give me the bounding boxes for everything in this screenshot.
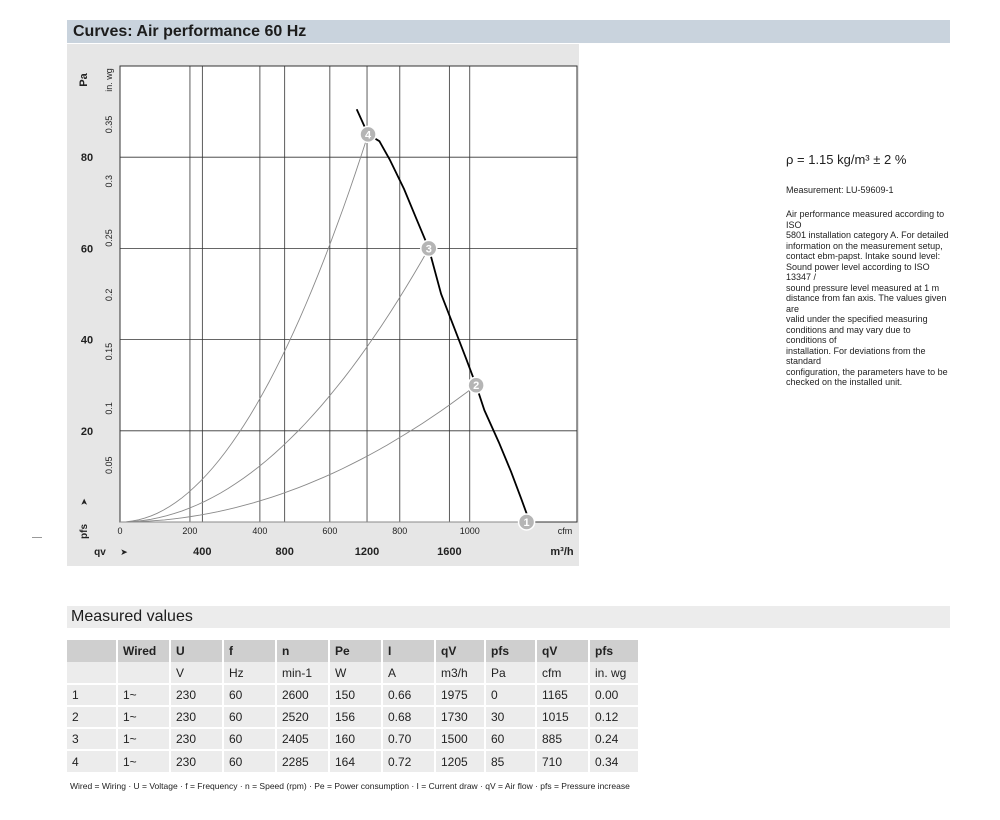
x-tick-label-m3h: 1200 — [354, 546, 380, 558]
cell: 1015 — [536, 706, 589, 728]
measurement-description — [786, 209, 952, 388]
x-axis-arrow: ➤ — [120, 547, 128, 557]
column-header: pfs — [485, 640, 536, 662]
cell: 2520 — [276, 706, 329, 728]
table-row — [67, 706, 639, 728]
cell: 0.12 — [589, 706, 639, 728]
measured-values-table — [67, 640, 640, 772]
cell: 710 — [536, 750, 589, 772]
table-row — [67, 684, 639, 706]
description-line: distance from fan axis. The values given are — [786, 293, 947, 314]
y-unit-pa: Pa — [78, 73, 90, 87]
x-tick-label-cfm: 200 — [182, 526, 198, 536]
y-tick-label-pa: 40 — [80, 334, 94, 347]
operating-point-label: 1 — [523, 517, 530, 529]
column-header: pfs — [589, 640, 639, 662]
divider-mark — [32, 537, 42, 538]
y-tick-label-inwg: 0.2 — [104, 288, 114, 302]
description-line: Air performance measured according to ISO — [786, 209, 945, 230]
cell: 156 — [329, 706, 382, 728]
unit-cell: m3/h — [435, 662, 485, 684]
description-line: configuration, the parameters have to be — [786, 366, 948, 377]
description-line: information on the measurement setup, — [786, 240, 943, 251]
x-axis-label: qv — [94, 547, 106, 558]
cell: 164 — [329, 750, 382, 772]
unit-cell — [117, 662, 170, 684]
description-line: Sound power level according to ISO 13347 / — [786, 261, 930, 282]
cell: 0.00 — [589, 684, 639, 706]
description-line: installation. For deviations from the standard — [786, 345, 926, 366]
cell: 1975 — [435, 684, 485, 706]
description-line: checked on the installed unit. — [786, 377, 903, 387]
x-unit-m3h: m³/h — [550, 546, 574, 558]
cell: 0.70 — [382, 728, 435, 750]
y-tick-label-pa: 20 — [80, 425, 94, 438]
cell: 0.68 — [382, 706, 435, 728]
table-units-row — [67, 662, 639, 684]
section-title-curves: Curves: Air performance 60 Hz — [67, 20, 950, 43]
description-line: 5801 installation category A. For detailed — [786, 230, 949, 240]
cell: 0.66 — [382, 684, 435, 706]
y-axis-label: pfs — [79, 524, 90, 539]
cell: 1~ — [117, 706, 170, 728]
column-header: I — [382, 640, 435, 662]
unit-cell: in. wg — [589, 662, 639, 684]
cell: 160 — [329, 728, 382, 750]
y-tick-label-inwg: 0.1 — [104, 402, 114, 415]
unit-cell: cfm — [536, 662, 589, 684]
table-row — [67, 728, 639, 750]
air-density-note: ρ = 1.15 kg/m³ ± 2 % — [786, 152, 907, 167]
cell: 3 — [67, 728, 117, 750]
column-header: Pe — [329, 640, 382, 662]
description-line: valid under the specified measuring — [786, 314, 928, 324]
cell: 0.24 — [589, 728, 639, 750]
y-tick-label-inwg: 0.05 — [104, 456, 114, 474]
column-header — [67, 640, 117, 662]
unit-cell: A — [382, 662, 435, 684]
x-tick-label-m3h: 800 — [275, 546, 294, 558]
description-line: contact ebm-papst. Intake sound level: — [786, 251, 941, 261]
cell: 60 — [223, 750, 276, 772]
cell: 4 — [67, 750, 117, 772]
y-unit-inwg: in. wg — [104, 68, 114, 92]
cell: 2 — [67, 706, 117, 728]
table-row — [67, 750, 639, 772]
table-header-row — [67, 640, 639, 662]
x-tick-label-cfm: 400 — [252, 526, 268, 536]
column-header: U — [170, 640, 223, 662]
y-tick-label-inwg: 0.15 — [104, 342, 114, 361]
y-tick-label-inwg: 0.25 — [104, 229, 114, 247]
cell: 0.34 — [589, 750, 639, 772]
description-line: sound pressure level measured at 1 m — [786, 282, 940, 293]
cell: 1~ — [117, 750, 170, 772]
x-tick-label-cfm: 1000 — [459, 526, 480, 536]
air-performance-chart — [67, 44, 579, 566]
cell: 85 — [485, 750, 536, 772]
y-tick-label-pa: 80 — [80, 152, 94, 165]
y-tick-label-pa: 60 — [80, 243, 94, 256]
y-tick-label-inwg: 0.35 — [104, 115, 114, 134]
cell: 150 — [329, 684, 382, 706]
operating-point-label: 2 — [473, 380, 480, 393]
table-legend: Wired = Wiring · U = Voltage · f = Frequency · n = Speed (rpm) · Pe = Power consumption · I = Current draw · qV = Air flow · pfs = Pressure increase — [70, 781, 630, 791]
column-header: n — [276, 640, 329, 662]
cell: 1500 — [435, 728, 485, 750]
cell: 885 — [536, 728, 589, 750]
y-axis-arrow: ➤ — [79, 498, 89, 506]
x-tick-label-cfm: 800 — [392, 526, 408, 536]
cell: 1 — [67, 684, 117, 706]
cell: 1205 — [435, 750, 485, 772]
cell: 2405 — [276, 728, 329, 750]
cell: 0.72 — [382, 750, 435, 772]
cell: 30 — [485, 706, 536, 728]
unit-cell: W — [329, 662, 382, 684]
operating-point-label: 3 — [425, 243, 432, 256]
cell: 60 — [485, 728, 536, 750]
cell: 60 — [223, 684, 276, 706]
unit-cell: Pa — [485, 662, 536, 684]
x-tick-label-m3h: 1600 — [437, 546, 462, 558]
measurement-id: Measurement: LU-59609-1 — [786, 185, 894, 195]
column-header: Wired — [117, 640, 170, 662]
operating-point-label: 4 — [364, 129, 372, 142]
cell: 1~ — [117, 684, 170, 706]
cell: 60 — [223, 728, 276, 750]
x-tick-label-cfm: 0 — [117, 526, 123, 536]
column-header: qV — [435, 640, 485, 662]
unit-cell: V — [170, 662, 223, 684]
cell: 230 — [170, 750, 223, 772]
cell: 230 — [170, 684, 223, 706]
cell: 1~ — [117, 728, 170, 750]
cell: 1165 — [536, 684, 589, 706]
cell: 230 — [170, 706, 223, 728]
x-tick-label-m3h: 400 — [193, 546, 212, 558]
cell: 60 — [223, 706, 276, 728]
cell: 0 — [485, 684, 536, 706]
x-unit-cfm: cfm — [557, 526, 573, 536]
x-tick-label-cfm: 600 — [322, 526, 338, 536]
unit-cell: Hz — [223, 662, 276, 684]
cell: 2600 — [276, 684, 329, 706]
section-title-measured: Measured values — [67, 606, 950, 628]
cell: 2285 — [276, 750, 329, 772]
plot-area — [120, 66, 577, 522]
unit-cell: min-1 — [276, 662, 329, 684]
column-header: f — [223, 640, 276, 662]
cell: 230 — [170, 728, 223, 750]
unit-cell — [67, 662, 117, 684]
column-header: qV — [536, 640, 589, 662]
y-tick-label-inwg: 0.3 — [104, 174, 114, 188]
cell: 1730 — [435, 706, 485, 728]
description-line: conditions and may vary due to conditions of — [786, 324, 911, 345]
